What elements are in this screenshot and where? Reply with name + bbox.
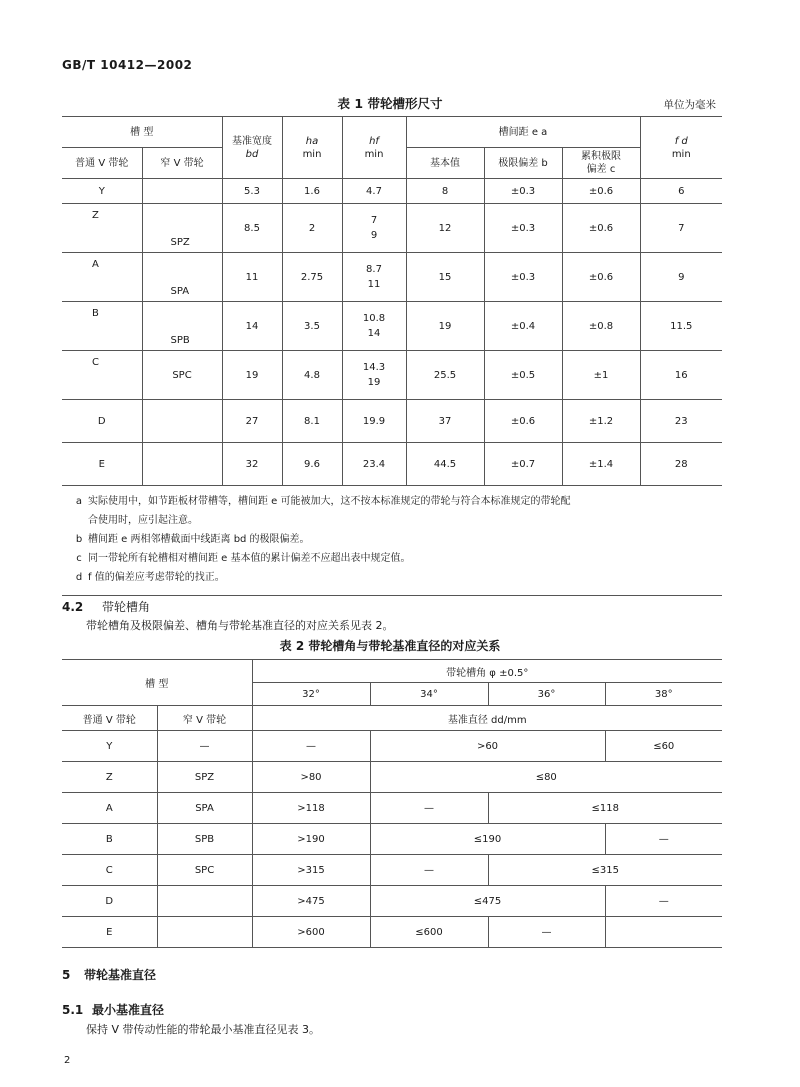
table-row <box>62 253 722 302</box>
t1-bd: 5.3 <box>222 179 282 204</box>
table2-title: 表 2 带轮槽角与带轮基准直径的对应关系 <box>279 639 501 653</box>
section-5-1-text: 保持 V 带传动性能的带轮最小基准直径见表 3。 <box>86 1023 321 1036</box>
t1-e-dev: ±0.4 <box>484 302 562 351</box>
table-row <box>62 302 722 351</box>
t1-ha: 4.8 <box>282 351 342 400</box>
t1-type-normal: B <box>62 302 142 351</box>
t2-cell: ≤118 <box>488 793 722 824</box>
t2-type-narrow: SPB <box>157 824 252 855</box>
page-number: 2 <box>64 1055 71 1066</box>
table-row <box>62 400 722 443</box>
table1 <box>62 116 722 596</box>
footnote: c 同一带轮所有轮槽相对槽间距 e 基本值的累计偏差不应超出表中规定值。 <box>76 553 411 564</box>
t1-hf: 14.3 19 <box>342 351 406 400</box>
t2-header-angle: 32° <box>252 683 370 706</box>
t2-type-narrow: — <box>157 731 252 762</box>
t1-type-narrow: SPZ <box>142 204 222 253</box>
t1-hf: 10.8 14 <box>342 302 406 351</box>
table-row <box>62 793 722 824</box>
t2-type-narrow: SPZ <box>157 762 252 793</box>
t2-header-type-narrow: 窄 V 带轮 <box>157 706 252 731</box>
t2-cell: >475 <box>252 886 370 917</box>
t1-f: 23 <box>640 400 722 443</box>
footnote: a 实际使用中，如节距板材带槽等，槽间距 e 可能被加大，这不按本标准规定的带轮与符合本标准规定的带轮配 <box>75 496 571 507</box>
table2 <box>62 659 722 948</box>
t1-type-normal: Y <box>62 179 142 204</box>
t1-e-basic: 19 <box>406 302 484 351</box>
t1-type-normal: C <box>62 351 142 400</box>
t2-cell: ≤600 <box>370 917 488 948</box>
t1-f: 28 <box>640 443 722 486</box>
t1-header-bd: 基准宽度 bd <box>222 117 282 179</box>
t1-type-normal: E <box>62 443 142 486</box>
table-row <box>62 886 722 917</box>
t1-ha: 3.5 <box>282 302 342 351</box>
t2-type-narrow: SPA <box>157 793 252 824</box>
t2-header-angle: 34° <box>370 683 488 706</box>
t1-e-cum: ±1.4 <box>562 443 640 486</box>
t2-header-angle: 36° <box>488 683 605 706</box>
t1-header-ha: ha min <box>282 117 342 179</box>
t1-type-narrow <box>142 179 222 204</box>
section-5-1-heading: 5.1 最小基准直径 <box>62 1003 165 1017</box>
t1-f: 7 <box>640 204 722 253</box>
t2-cell: >60 <box>370 731 605 762</box>
t1-e-cum: ±0.6 <box>562 204 640 253</box>
t1-e-basic: 37 <box>406 400 484 443</box>
t2-cell: — <box>488 917 605 948</box>
t1-header-f: f d min <box>640 117 722 179</box>
t1-type-normal: Z <box>62 204 142 253</box>
t1-hf: 19.9 <box>342 400 406 443</box>
t2-type-normal: Y <box>62 731 157 762</box>
t1-type-normal: D <box>62 400 142 443</box>
t1-type-narrow <box>142 400 222 443</box>
t1-e-basic: 12 <box>406 204 484 253</box>
t1-f: 6 <box>640 179 722 204</box>
t1-e-cum: ±0.6 <box>562 253 640 302</box>
t2-cell: — <box>370 793 488 824</box>
t2-cell: — <box>605 886 722 917</box>
t1-f: 11.5 <box>640 302 722 351</box>
t1-e-basic: 8 <box>406 179 484 204</box>
t2-header-angle: 38° <box>605 683 722 706</box>
section-4-2-text: 带轮槽角及极限偏差、槽角与带轮基准直径的对应关系见表 2。 <box>86 619 394 632</box>
table1-title: 表 1 带轮槽形尺寸 <box>337 96 443 111</box>
t1-e-cum: ±0.6 <box>562 179 640 204</box>
footnote: 合使用时，应引起注意。 <box>88 515 198 526</box>
t2-cell: >118 <box>252 793 370 824</box>
t1-e-dev: ±0.5 <box>484 351 562 400</box>
footnote: d f 值的偏差应考虑带轮的找正。 <box>75 572 225 583</box>
table-row <box>62 731 722 762</box>
t1-ha: 9.6 <box>282 443 342 486</box>
t2-type-normal: E <box>62 917 157 948</box>
t1-type-narrow: SPA <box>142 253 222 302</box>
t1-e-dev: ±0.3 <box>484 253 562 302</box>
table1-unit-note: 单位为毫米 <box>663 99 716 111</box>
t1-e-cum: ±1 <box>562 351 640 400</box>
table-row <box>62 204 722 253</box>
t1-e-dev: ±0.3 <box>484 204 562 253</box>
t1-header-e-cum: 累积极限 偏差 c <box>562 148 640 179</box>
t1-header-e-basic: 基本值 <box>406 148 484 179</box>
t1-e-dev: ±0.3 <box>484 179 562 204</box>
t1-hf: 4.7 <box>342 179 406 204</box>
t1-hf: 23.4 <box>342 443 406 486</box>
standard-number: GB/T 10412—2002 <box>62 58 193 72</box>
t1-bd: 14 <box>222 302 282 351</box>
table-row <box>62 824 722 855</box>
t2-type-normal: B <box>62 824 157 855</box>
t2-cell: ≤190 <box>370 824 605 855</box>
t1-bd: 32 <box>222 443 282 486</box>
t1-header-type-narrow: 窄 V 带轮 <box>142 148 222 179</box>
t1-f: 16 <box>640 351 722 400</box>
t2-cell: — <box>370 855 488 886</box>
t2-cell: >600 <box>252 917 370 948</box>
t2-type-normal: A <box>62 793 157 824</box>
t1-bd: 8.5 <box>222 204 282 253</box>
t2-header-type-group: 槽 型 <box>62 660 252 706</box>
t2-cell: ≤80 <box>370 762 722 793</box>
t2-type-narrow <box>157 917 252 948</box>
t1-ha: 1.6 <box>282 179 342 204</box>
t1-header-type-group: 槽 型 <box>62 117 222 148</box>
section-5-heading: 5 带轮基准直径 <box>62 968 157 982</box>
t2-header-type-normal: 普通 V 带轮 <box>62 706 157 731</box>
t1-f: 9 <box>640 253 722 302</box>
table1-footnotes-row <box>62 486 722 596</box>
t1-e-basic: 44.5 <box>406 443 484 486</box>
t1-type-narrow: SPC <box>142 351 222 400</box>
t1-bd: 11 <box>222 253 282 302</box>
t1-e-cum: ±0.8 <box>562 302 640 351</box>
table-row <box>62 762 722 793</box>
t2-cell: >80 <box>252 762 370 793</box>
table-row <box>62 351 722 400</box>
t2-type-normal: Z <box>62 762 157 793</box>
table-row <box>62 179 722 204</box>
t2-cell: ≤315 <box>488 855 722 886</box>
t1-type-narrow <box>142 443 222 486</box>
table-row <box>62 443 722 486</box>
t2-cell <box>605 917 722 948</box>
t1-type-narrow: SPB <box>142 302 222 351</box>
t2-header-diameter: 基准直径 dd/mm <box>252 706 722 731</box>
t1-ha: 8.1 <box>282 400 342 443</box>
t1-type-normal: A <box>62 253 142 302</box>
table-row <box>62 917 722 948</box>
t1-bd: 19 <box>222 351 282 400</box>
t2-type-normal: C <box>62 855 157 886</box>
t1-header-hf: hf min <box>342 117 406 179</box>
t2-cell: >315 <box>252 855 370 886</box>
t2-type-normal: D <box>62 886 157 917</box>
t1-e-dev: ±0.7 <box>484 443 562 486</box>
t2-cell: >190 <box>252 824 370 855</box>
t1-e-basic: 25.5 <box>406 351 484 400</box>
t1-e-cum: ±1.2 <box>562 400 640 443</box>
table-row <box>62 855 722 886</box>
t1-e-basic: 15 <box>406 253 484 302</box>
t2-cell: — <box>252 731 370 762</box>
t1-hf: 7 9 <box>342 204 406 253</box>
t1-header-type-normal: 普通 V 带轮 <box>62 148 142 179</box>
t1-ha: 2.75 <box>282 253 342 302</box>
t2-cell: ≤475 <box>370 886 605 917</box>
section-4-2-heading: 4.2 带轮槽角 <box>62 600 151 614</box>
footnote: b 槽间距 e 两相邻槽截面中线距离 bd 的极限偏差。 <box>75 534 310 545</box>
t2-cell: — <box>605 824 722 855</box>
table1-footnotes <box>62 486 722 596</box>
t2-header-angle-group: 带轮槽角 φ ±0.5° <box>252 660 722 683</box>
t1-ha: 2 <box>282 204 342 253</box>
t1-header-e-dev: 极限偏差 b <box>484 148 562 179</box>
t1-header-e-group: 槽间距 e a <box>406 117 640 148</box>
t1-bd: 27 <box>222 400 282 443</box>
t1-hf: 8.7 11 <box>342 253 406 302</box>
t2-type-narrow <box>157 886 252 917</box>
t2-cell: ≤60 <box>605 731 722 762</box>
t2-type-narrow: SPC <box>157 855 252 886</box>
t1-e-dev: ±0.6 <box>484 400 562 443</box>
